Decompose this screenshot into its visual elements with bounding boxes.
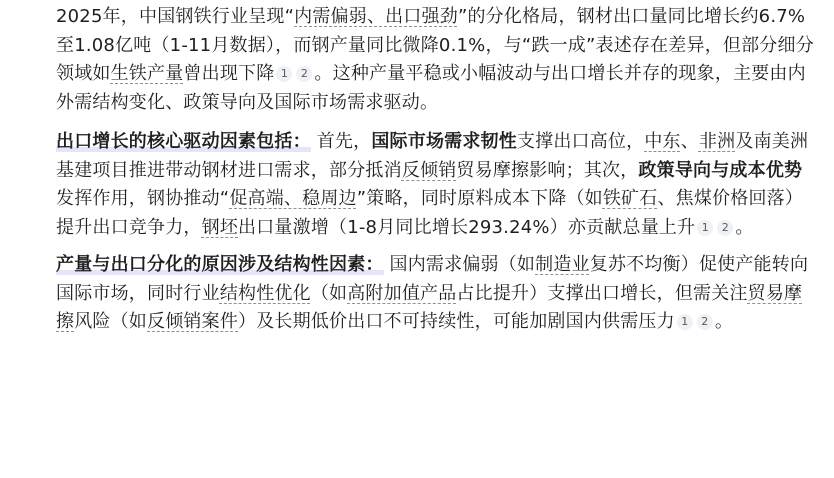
citation-badge[interactable]: 1	[697, 220, 713, 236]
citation-badge[interactable]: 1	[276, 66, 292, 82]
text-run: 。	[714, 311, 734, 332]
keyword-link[interactable]: 内需偏弱、出口强劲	[294, 6, 458, 27]
keyword-link[interactable]: 钢坯	[201, 216, 239, 238]
citation-badge[interactable]: 1	[677, 314, 693, 330]
bold-phrase: 国际市场需求韧性	[371, 131, 517, 152]
paragraph	[56, 251, 820, 337]
text-run: 2025年，中国钢铁行业呈现“	[56, 6, 295, 27]
keyword-link[interactable]: 反倾销案件	[147, 311, 239, 332]
paragraph	[56, 3, 820, 117]
text-run: ”策略，同时原料成本下降（如	[356, 188, 603, 209]
text-run: 风险（如	[74, 311, 148, 332]
keyword-link[interactable]: 贸易摩擦	[56, 282, 803, 332]
keyword-link[interactable]: 制造业	[535, 254, 590, 275]
text-run: 复苏不均衡）促使产能转向国际市场，同时行业	[56, 254, 809, 304]
text-run: 支撑出口高位，	[516, 131, 645, 152]
citation-badge[interactable]: 2	[717, 220, 733, 236]
text-run: 占比提升）支撑出口增长，但需关注	[456, 282, 748, 304]
text-run: 首先，	[310, 131, 372, 152]
bold-phrase: 政策导向与成本优势	[638, 159, 803, 181]
keyword-link[interactable]: 生铁产量	[110, 63, 184, 84]
text-run: ”的分化格局，钢材出口量同比增长约6.7%至1.08亿吨（1-11月数据），而钢产量同比微降0.1%，与“跌一成”表述存在差异，但部分细分领域如	[56, 6, 814, 84]
answer-body	[0, 3, 834, 337]
text-run: 发挥作用，钢协推动“	[56, 188, 230, 209]
section-lead-heading: 产量与出口分化的原因涉及结构性因素：	[56, 254, 384, 275]
paragraph	[56, 128, 820, 242]
text-run: ）及长期低价出口不可持续性，可能加剧国内供需压力	[238, 311, 675, 332]
keyword-link[interactable]: 高附加值产品	[347, 282, 457, 304]
text-run: 。	[735, 216, 754, 238]
citation-badge[interactable]: 2	[296, 66, 312, 82]
text-run: （如	[310, 282, 348, 304]
text-run: 、	[680, 131, 699, 152]
text-run: 、焦煤价格回落）提升出口竞争力，	[56, 188, 804, 238]
section-lead-heading: 出口增长的核心驱动因素包括：	[56, 131, 311, 152]
text-run: 曾出现下降	[183, 63, 275, 84]
keyword-link[interactable]: 促高端、稳周边	[229, 188, 357, 209]
text-run: 贸易摩擦影响；其次，	[456, 159, 639, 181]
text-run: 出口量激增（1-8月同比增长293.24%）亦贡献总量上升	[238, 216, 696, 238]
text-run: 国内需求偏弱（如	[383, 254, 536, 275]
keyword-link[interactable]: 铁矿石	[602, 188, 658, 209]
keyword-link[interactable]: 非洲	[698, 131, 736, 152]
keyword-link[interactable]: 反倾销	[401, 159, 457, 181]
keyword-link[interactable]: 中东	[644, 131, 681, 152]
text-run: 及南美洲基建项目推进带动钢材进口需求，部分抵消	[56, 131, 809, 181]
text-run: 。这种产量平稳或小幅波动与出口增长并存的现象，主要由内外需结构变化、政策导向及国际市场需求驱动。	[56, 63, 806, 113]
keyword-link[interactable]: 结构性优化	[219, 282, 311, 304]
citation-badge[interactable]: 2	[697, 314, 713, 330]
